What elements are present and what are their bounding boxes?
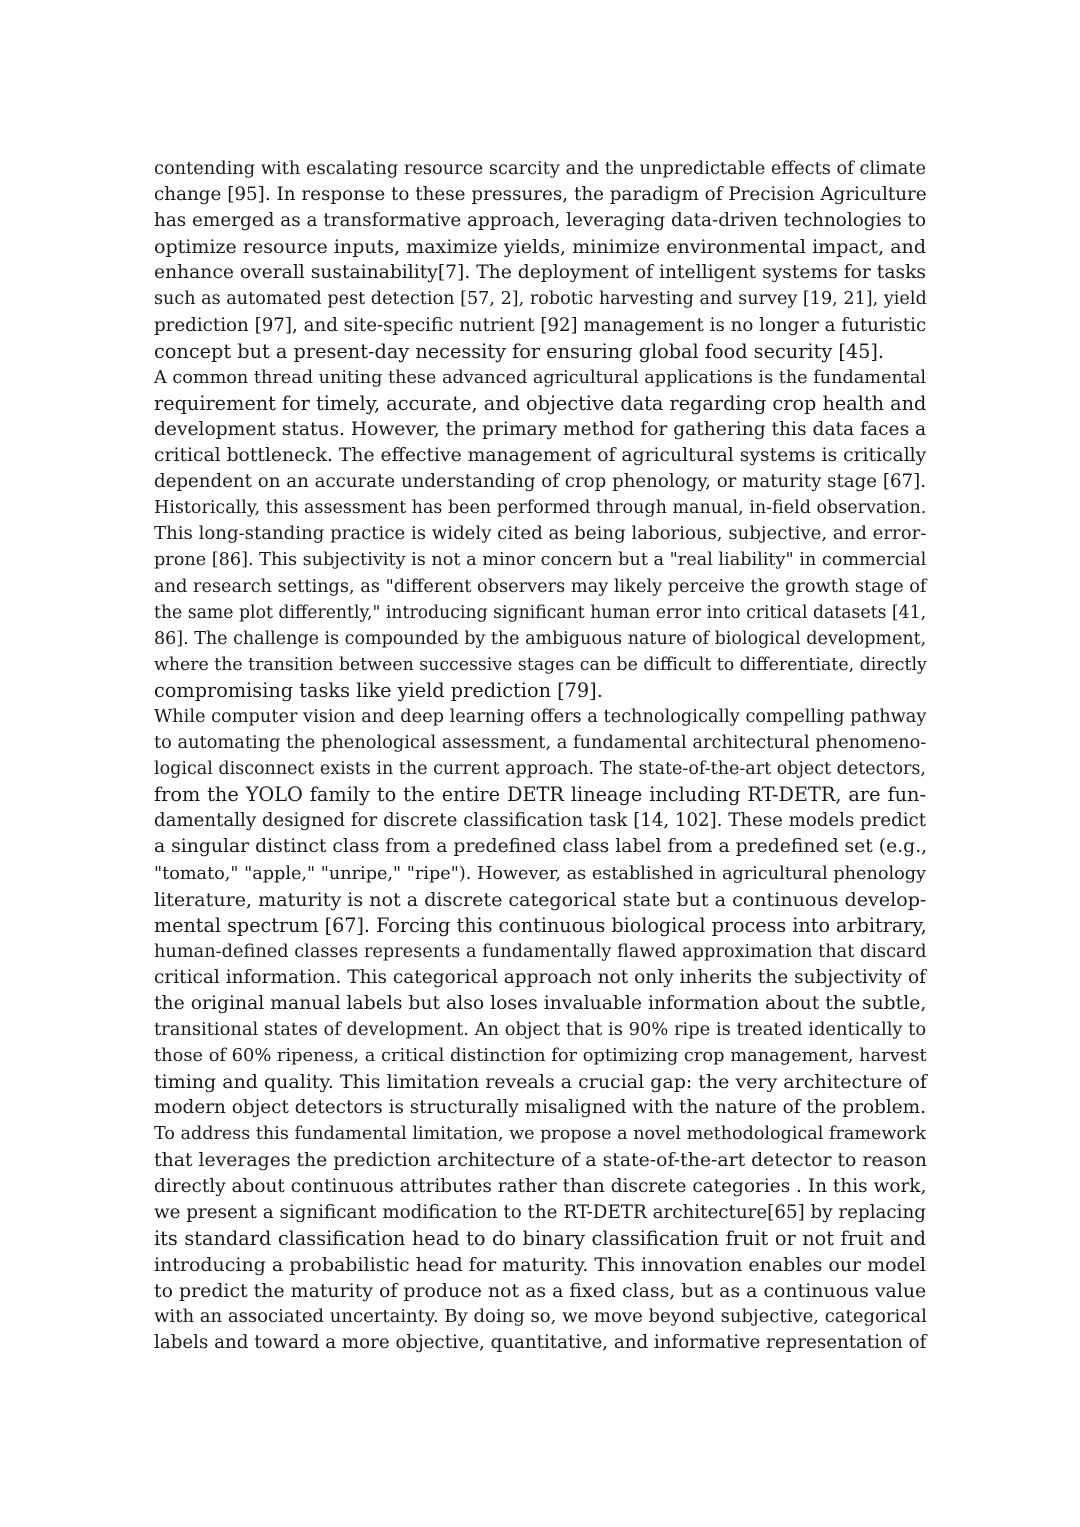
text-line: 86]. The challenge is compounded by the ambiguous nature of biological development,	[154, 628, 927, 649]
text-line: such as automated pest detection [57, 2], robotic harvesting and survey [19, 21], yield	[154, 289, 927, 310]
text-line: with an associated uncertainty. By doing so, we move beyond subjective, categorical	[154, 1306, 927, 1328]
text-line: directly about continuous attributes rather than discrete categories . In this work,	[154, 1175, 927, 1197]
text-line: While computer vision and deep learning offers a technologically compelling pathway	[154, 706, 927, 727]
text-line: requirement for timely, accurate, and objective data regarding crop health and	[154, 391, 927, 415]
text-line: prediction [97], and site-specific nutrient [92] management is no longer a futuristic	[154, 314, 927, 336]
text-line: prone [86]. This subjectivity is not a minor concern but a "real liability" in commercial	[154, 550, 927, 571]
text-line: labels and toward a more objective, quantitative, and informative representation of	[154, 1332, 927, 1354]
text-line: dependent on an accurate understanding of crop phenology, or maturity stage [67].	[154, 471, 926, 493]
page-body	[154, 156, 926, 1356]
text-line: change [95]. In response to these pressures, the paradigm of Precision Agriculture	[154, 184, 927, 206]
text-line: that leverages the prediction architecture of a state-of-the-art detector to reason	[154, 1149, 927, 1171]
text-line: damentally designed for discrete classification task [14, 102]. These models predict	[154, 810, 926, 832]
text-line: we present a significant modification to the RT-DETR architecture[65] by replacing	[154, 1201, 926, 1223]
text-line: the same plot differently," introducing significant human error into critical datasets [41,	[154, 602, 927, 623]
text-line: concept but a present-day necessity for ensuring global food security [45].	[154, 339, 885, 363]
paragraph-crop-phenology	[154, 365, 926, 704]
text-line: human-defined classes represents a fundamentally flawed approximation that discard	[154, 941, 927, 962]
text-line: to predict the maturity of produce not as a fixed class, but as a continuous value	[154, 1280, 927, 1303]
text-line: compromising tasks like yield prediction [79].	[154, 678, 603, 702]
text-line: critical bottleneck. The effective management of agricultural systems is critically	[154, 445, 927, 467]
text-line: optimize resource inputs, maximize yields, minimize environmental impact, and	[154, 236, 926, 259]
text-line: its standard classification head to do binary classification fruit or not fruit and	[154, 1226, 926, 1250]
text-line: timing and quality. This limitation reveals a crucial gap: the very architecture of	[154, 1071, 927, 1094]
text-line: logical disconnect exists in the current approach. The state-of-the-art object detectors,	[154, 759, 926, 780]
text-line: literature, maturity is not a discrete categorical state but a continuous develop-	[154, 888, 927, 911]
text-line: introducing a probabilistic head for maturity. This innovation enables our model	[154, 1253, 926, 1276]
text-line: to automating the phenological assessment, a fundamental architectural phenomeno-	[154, 732, 927, 754]
text-line: This long-standing practice is widely cited as being laborious, subjective, and error-	[154, 523, 927, 545]
text-line: A common thread uniting these advanced agricultural applications is the fundamental	[154, 367, 927, 388]
text-line: To address this fundamental limitation, we propose a novel methodological framework	[154, 1124, 927, 1145]
text-line: has emerged as a transformative approach, leveraging data-driven technologies to	[154, 210, 927, 232]
paragraph-computer-vision	[154, 704, 926, 1122]
paragraph-proposed-framework	[154, 1121, 926, 1356]
text-line: contending with escalating resource scarcity and the unpredictable effects of climate	[154, 158, 926, 179]
paragraph-precision-agriculture	[154, 156, 926, 365]
text-line: transitional states of development. An object that is 90% ripe is treated identically to	[154, 1019, 927, 1041]
text-line: those of 60% ripeness, a critical distinction for optimizing crop management, harvest	[154, 1045, 927, 1067]
text-line: enhance overall sustainability[7]. The deployment of intelligent systems for tasks	[154, 262, 926, 284]
text-line: a singular distinct class from a predefined class label from a predefined set (e.g.,	[154, 836, 928, 858]
text-line: mental spectrum [67]. Forcing this continuous biological process into arbitrary,	[154, 913, 927, 937]
text-line: where the transition between successive stages can be difficult to differentiate, directly	[154, 654, 927, 675]
text-line: the original manual labels but also loses invaluable information about the subtle,	[154, 993, 927, 1014]
text-line: critical information. This categorical approach not only inherits the subjectivity of	[154, 966, 926, 988]
text-line: modern object detectors is structurally misaligned with the nature of the problem.	[154, 1097, 926, 1119]
text-line: development status. However, the primary method for gathering this data faces a	[154, 418, 927, 440]
text-line: Historically, this assessment has been performed through manual, in-field observation.	[154, 498, 927, 519]
text-line: and research settings, as "different observers may likely perceive the growth stage of	[154, 576, 927, 597]
text-line: "tomato," "apple," "unripe," "ripe"). However, as established in agricultural phenology	[154, 863, 926, 884]
text-line: from the YOLO family to the entire DETR lineage including RT-DETR, are fun-	[154, 783, 926, 807]
